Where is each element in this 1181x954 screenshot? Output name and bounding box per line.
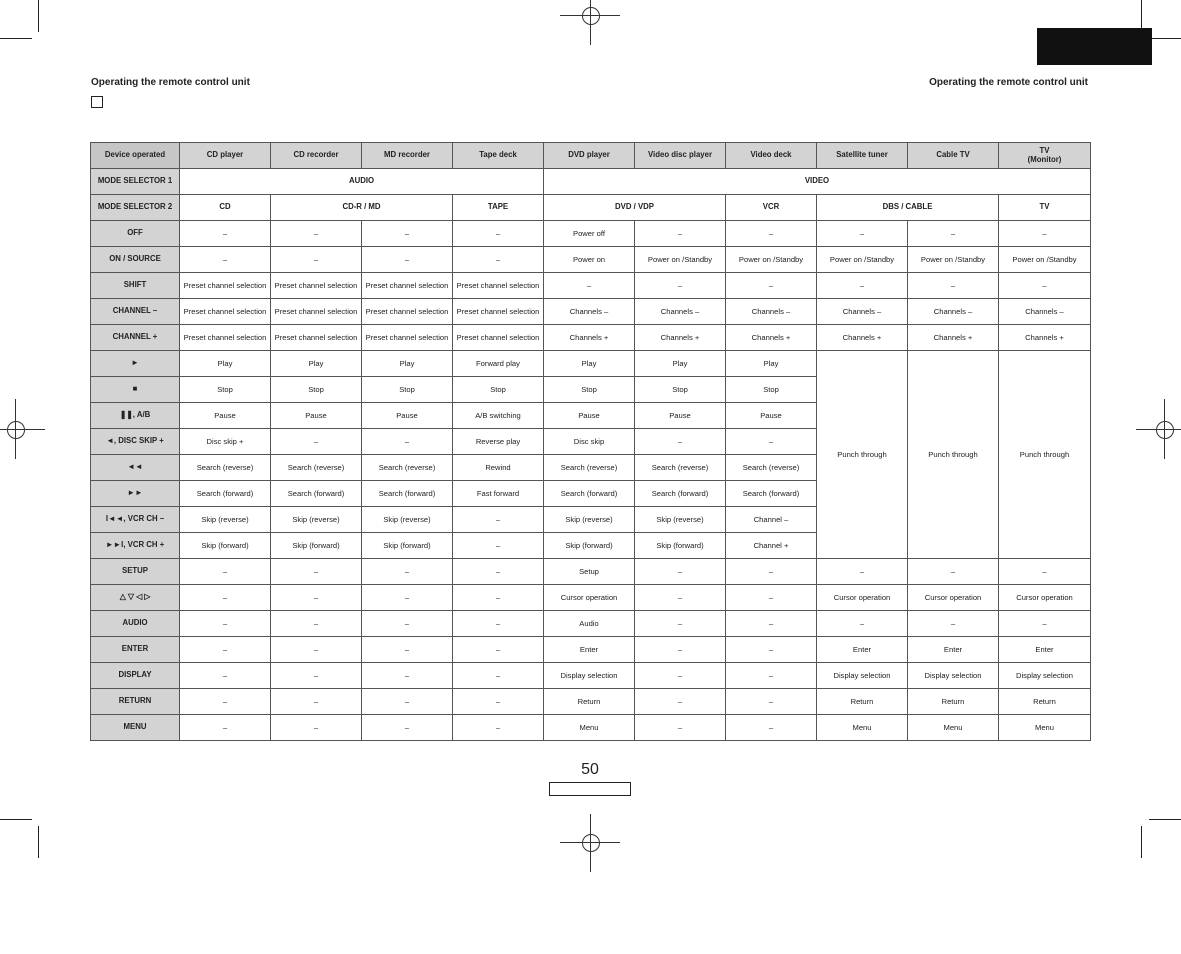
function-cell: Cursor operation xyxy=(544,585,635,611)
function-cell: – xyxy=(362,559,453,585)
function-cell: – xyxy=(362,611,453,637)
function-cell: Display selection xyxy=(544,663,635,689)
function-cell: – xyxy=(453,507,544,533)
function-cell: Menu xyxy=(817,715,908,741)
function-cell: Channels + xyxy=(999,325,1091,351)
function-cell: Search (reverse) xyxy=(544,455,635,481)
mode-group-cell: DBS / CABLE xyxy=(817,195,999,221)
registration-mark xyxy=(560,1,620,31)
function-cell: Search (forward) xyxy=(362,481,453,507)
function-cell: – xyxy=(817,611,908,637)
function-cell: – xyxy=(635,689,726,715)
registration-mark xyxy=(1150,399,1180,459)
function-cell: – xyxy=(908,559,999,585)
function-cell: – xyxy=(726,611,817,637)
function-cell: Stop xyxy=(271,377,362,403)
function-cell: – xyxy=(180,247,271,273)
function-cell: Skip (forward) xyxy=(635,533,726,559)
function-row xyxy=(91,351,1091,377)
function-cell: Power on /Standby xyxy=(999,247,1091,273)
function-cell: – xyxy=(271,689,362,715)
function-cell: Preset channel selection xyxy=(180,273,271,299)
function-cell: – xyxy=(271,663,362,689)
function-cell: Preset channel selection xyxy=(180,325,271,351)
function-cell: – xyxy=(726,637,817,663)
function-cell: Preset channel selection xyxy=(362,299,453,325)
function-row xyxy=(91,637,1091,663)
function-cell: Display selection xyxy=(817,663,908,689)
function-cell: – xyxy=(362,637,453,663)
function-cell: – xyxy=(999,221,1091,247)
function-cell: – xyxy=(453,715,544,741)
function-cell: Pause xyxy=(271,403,362,429)
function-cell: – xyxy=(635,611,726,637)
row-label: ◄, DISC SKIP + xyxy=(91,429,180,455)
function-cell: Return xyxy=(544,689,635,715)
function-cell: – xyxy=(453,559,544,585)
mode-selector-2-row xyxy=(91,195,1091,221)
function-cell: Enter xyxy=(544,637,635,663)
function-cell: Play xyxy=(180,351,271,377)
function-cell: Preset channel selection xyxy=(271,299,362,325)
row-label: CHANNEL – xyxy=(91,299,180,325)
row-label: SETUP xyxy=(91,559,180,585)
function-row xyxy=(91,273,1091,299)
function-cell: Cursor operation xyxy=(999,585,1091,611)
function-cell: Skip (reverse) xyxy=(544,507,635,533)
function-cell: Fast forward xyxy=(453,481,544,507)
function-cell: Stop xyxy=(362,377,453,403)
function-cell: Skip (forward) xyxy=(180,533,271,559)
function-cell: Return xyxy=(817,689,908,715)
function-cell: – xyxy=(817,559,908,585)
row-label: ►► xyxy=(91,481,180,507)
function-cell: – xyxy=(635,429,726,455)
function-cell: Return xyxy=(908,689,999,715)
punch-through-cell: Punch through xyxy=(908,351,999,559)
function-cell: – xyxy=(271,221,362,247)
function-cell: – xyxy=(362,689,453,715)
function-cell: Search (reverse) xyxy=(635,455,726,481)
mode-group-cell: CD xyxy=(180,195,271,221)
function-row xyxy=(91,247,1091,273)
function-cell: Display selection xyxy=(999,663,1091,689)
function-cell: Channels – xyxy=(817,299,908,325)
function-cell: – xyxy=(908,221,999,247)
function-cell: Search (forward) xyxy=(544,481,635,507)
function-cell: Play xyxy=(635,351,726,377)
function-cell: Channels + xyxy=(908,325,999,351)
function-cell: Pause xyxy=(635,403,726,429)
function-cell: – xyxy=(635,273,726,299)
function-cell: Disc skip xyxy=(544,429,635,455)
function-cell: Channel – xyxy=(726,507,817,533)
mode-group-cell: VCR xyxy=(726,195,817,221)
mode-group-cell: DVD / VDP xyxy=(544,195,726,221)
function-cell: Enter xyxy=(817,637,908,663)
function-cell: Audio xyxy=(544,611,635,637)
crop-mark xyxy=(1149,819,1181,820)
function-cell: – xyxy=(999,611,1091,637)
function-cell: – xyxy=(544,273,635,299)
function-cell: – xyxy=(635,715,726,741)
function-cell: Disc skip + xyxy=(180,429,271,455)
function-cell: – xyxy=(271,585,362,611)
function-cell: Skip (forward) xyxy=(362,533,453,559)
function-cell: Pause xyxy=(180,403,271,429)
registration-mark xyxy=(1,399,31,459)
function-cell: Search (reverse) xyxy=(180,455,271,481)
function-cell: – xyxy=(453,585,544,611)
function-cell: – xyxy=(180,559,271,585)
function-cell: – xyxy=(817,221,908,247)
column-header: TV (Monitor) xyxy=(999,143,1091,169)
function-row xyxy=(91,715,1091,741)
function-cell: Reverse play xyxy=(453,429,544,455)
function-row xyxy=(91,299,1091,325)
function-cell: – xyxy=(180,715,271,741)
function-row xyxy=(91,689,1091,715)
function-cell: Channels – xyxy=(726,299,817,325)
page-number-box xyxy=(549,782,631,796)
mode-selector-1-row xyxy=(91,169,1091,195)
function-cell: – xyxy=(726,689,817,715)
function-cell: – xyxy=(271,611,362,637)
function-cell: Preset channel selection xyxy=(362,325,453,351)
column-header: Video deck xyxy=(726,143,817,169)
function-cell: – xyxy=(817,273,908,299)
function-cell: – xyxy=(362,221,453,247)
function-cell: – xyxy=(180,611,271,637)
function-cell: Menu xyxy=(544,715,635,741)
function-cell: Channels – xyxy=(999,299,1091,325)
function-cell: Enter xyxy=(908,637,999,663)
registration-mark xyxy=(560,828,620,858)
function-cell: – xyxy=(726,273,817,299)
function-cell: – xyxy=(362,663,453,689)
function-cell: Preset channel selection xyxy=(362,273,453,299)
function-cell: Power off xyxy=(544,221,635,247)
function-cell: Search (forward) xyxy=(180,481,271,507)
function-cell: – xyxy=(908,273,999,299)
row-label: OFF xyxy=(91,221,180,247)
header-right-title: Operating the remote control unit xyxy=(929,77,1088,88)
function-cell: – xyxy=(453,611,544,637)
function-cell: Return xyxy=(999,689,1091,715)
function-cell: Skip (reverse) xyxy=(271,507,362,533)
row-label: ENTER xyxy=(91,637,180,663)
function-cell: Skip (forward) xyxy=(544,533,635,559)
function-cell: Display selection xyxy=(908,663,999,689)
function-cell: – xyxy=(180,663,271,689)
function-cell: Power on /Standby xyxy=(635,247,726,273)
function-cell: Preset channel selection xyxy=(453,273,544,299)
function-cell: Channels + xyxy=(817,325,908,351)
function-cell: – xyxy=(453,663,544,689)
function-cell: Stop xyxy=(180,377,271,403)
function-cell: Preset channel selection xyxy=(180,299,271,325)
checkbox-bullet xyxy=(91,96,103,108)
function-cell: – xyxy=(180,221,271,247)
section-tab-block xyxy=(1037,28,1152,65)
function-cell: – xyxy=(362,585,453,611)
function-cell: Cursor operation xyxy=(817,585,908,611)
column-header: Satellite tuner xyxy=(817,143,908,169)
column-header: Cable TV xyxy=(908,143,999,169)
function-cell: Skip (forward) xyxy=(271,533,362,559)
function-cell: – xyxy=(635,585,726,611)
function-cell: – xyxy=(908,611,999,637)
function-cell: – xyxy=(180,689,271,715)
function-cell: Search (forward) xyxy=(726,481,817,507)
function-cell: Search (forward) xyxy=(271,481,362,507)
function-cell: – xyxy=(271,715,362,741)
mode-group-cell: VIDEO xyxy=(544,169,1091,195)
crop-mark xyxy=(1149,38,1181,39)
function-cell: – xyxy=(362,715,453,741)
function-cell: Power on /Standby xyxy=(726,247,817,273)
function-cell: Channels + xyxy=(544,325,635,351)
function-cell: Enter xyxy=(999,637,1091,663)
function-row xyxy=(91,611,1091,637)
row-label: △ ▽ ◁ ▷ xyxy=(91,585,180,611)
row-label: MODE SELECTOR 1 xyxy=(91,169,180,195)
function-cell: Search (reverse) xyxy=(726,455,817,481)
function-cell: – xyxy=(726,221,817,247)
crop-mark xyxy=(0,38,32,39)
column-header: Video disc player xyxy=(635,143,726,169)
function-cell: Channels + xyxy=(726,325,817,351)
row-label: MODE SELECTOR 2 xyxy=(91,195,180,221)
function-cell: – xyxy=(271,637,362,663)
remote-function-table xyxy=(90,142,1091,741)
function-cell: – xyxy=(726,559,817,585)
function-cell: – xyxy=(726,429,817,455)
row-label: CHANNEL + xyxy=(91,325,180,351)
function-cell: Stop xyxy=(453,377,544,403)
function-cell: A/B switching xyxy=(453,403,544,429)
crop-mark xyxy=(38,826,39,858)
device-header-row xyxy=(91,143,1091,169)
mode-group-cell: TAPE xyxy=(453,195,544,221)
function-cell: Preset channel selection xyxy=(271,273,362,299)
function-cell: Forward play xyxy=(453,351,544,377)
function-cell: Channels – xyxy=(908,299,999,325)
row-label: ►►I, VCR CH + xyxy=(91,533,180,559)
row-label: MENU xyxy=(91,715,180,741)
punch-through-cell: Punch through xyxy=(999,351,1091,559)
function-cell: Channels – xyxy=(635,299,726,325)
function-cell: – xyxy=(635,663,726,689)
function-cell: Search (forward) xyxy=(635,481,726,507)
function-cell: Search (reverse) xyxy=(271,455,362,481)
function-cell: Stop xyxy=(544,377,635,403)
crop-mark xyxy=(38,0,39,32)
function-cell: – xyxy=(635,559,726,585)
function-cell: – xyxy=(635,221,726,247)
punch-through-cell: Punch through xyxy=(817,351,908,559)
function-cell: – xyxy=(453,533,544,559)
function-cell: Menu xyxy=(908,715,999,741)
function-cell: – xyxy=(726,715,817,741)
function-cell: Skip (reverse) xyxy=(362,507,453,533)
function-row xyxy=(91,325,1091,351)
function-cell: Channels + xyxy=(635,325,726,351)
function-cell: Menu xyxy=(999,715,1091,741)
row-label: I◄◄, VCR CH – xyxy=(91,507,180,533)
crop-mark xyxy=(0,819,32,820)
mode-group-cell: AUDIO xyxy=(180,169,544,195)
function-cell: – xyxy=(271,247,362,273)
row-label: DISPLAY xyxy=(91,663,180,689)
function-cell: – xyxy=(180,585,271,611)
function-cell: Channels – xyxy=(544,299,635,325)
function-cell: – xyxy=(453,247,544,273)
function-cell: – xyxy=(362,429,453,455)
column-header: CD recorder xyxy=(271,143,362,169)
function-cell: Skip (reverse) xyxy=(180,507,271,533)
function-cell: Play xyxy=(544,351,635,377)
column-header: DVD player xyxy=(544,143,635,169)
row-label: ■ xyxy=(91,377,180,403)
function-cell: Pause xyxy=(544,403,635,429)
function-cell: – xyxy=(726,585,817,611)
function-cell: Pause xyxy=(726,403,817,429)
mode-group-cell: CD-R / MD xyxy=(271,195,453,221)
function-cell: – xyxy=(271,429,362,455)
crop-mark xyxy=(1141,826,1142,858)
column-header: Tape deck xyxy=(453,143,544,169)
function-cell: Power on /Standby xyxy=(817,247,908,273)
function-cell: Channel + xyxy=(726,533,817,559)
page-number: 50 xyxy=(581,761,599,778)
function-cell: Cursor operation xyxy=(908,585,999,611)
function-cell: Preset channel selection xyxy=(453,325,544,351)
device-operated-header: Device operated xyxy=(91,143,180,169)
column-header: CD player xyxy=(180,143,271,169)
function-cell: Stop xyxy=(635,377,726,403)
function-cell: Power on xyxy=(544,247,635,273)
function-cell: Play xyxy=(726,351,817,377)
function-row xyxy=(91,663,1091,689)
function-cell: Stop xyxy=(726,377,817,403)
function-cell: – xyxy=(271,559,362,585)
function-cell: Search (reverse) xyxy=(362,455,453,481)
function-cell: Preset channel selection xyxy=(271,325,362,351)
column-header: MD recorder xyxy=(362,143,453,169)
function-cell: – xyxy=(453,221,544,247)
function-cell: – xyxy=(362,247,453,273)
function-cell: Skip (reverse) xyxy=(635,507,726,533)
row-label: ► xyxy=(91,351,180,377)
row-label: ON / SOURCE xyxy=(91,247,180,273)
header-left-title: Operating the remote control unit xyxy=(91,77,250,88)
function-cell: Preset channel selection xyxy=(453,299,544,325)
mode-group-cell: TV xyxy=(999,195,1091,221)
row-label: ◄◄ xyxy=(91,455,180,481)
function-cell: – xyxy=(726,663,817,689)
function-cell: Play xyxy=(271,351,362,377)
function-row xyxy=(91,221,1091,247)
function-cell: Power on /Standby xyxy=(908,247,999,273)
row-label: RETURN xyxy=(91,689,180,715)
function-cell: Setup xyxy=(544,559,635,585)
function-row xyxy=(91,585,1091,611)
function-cell: – xyxy=(453,637,544,663)
function-row xyxy=(91,559,1091,585)
row-label: ❚❚, A/B xyxy=(91,403,180,429)
function-cell: – xyxy=(999,559,1091,585)
row-label: SHIFT xyxy=(91,273,180,299)
function-cell: – xyxy=(999,273,1091,299)
function-cell: Play xyxy=(362,351,453,377)
function-cell: Pause xyxy=(362,403,453,429)
function-cell: – xyxy=(180,637,271,663)
row-label: AUDIO xyxy=(91,611,180,637)
function-cell: – xyxy=(453,689,544,715)
function-cell: – xyxy=(635,637,726,663)
function-cell: Rewind xyxy=(453,455,544,481)
